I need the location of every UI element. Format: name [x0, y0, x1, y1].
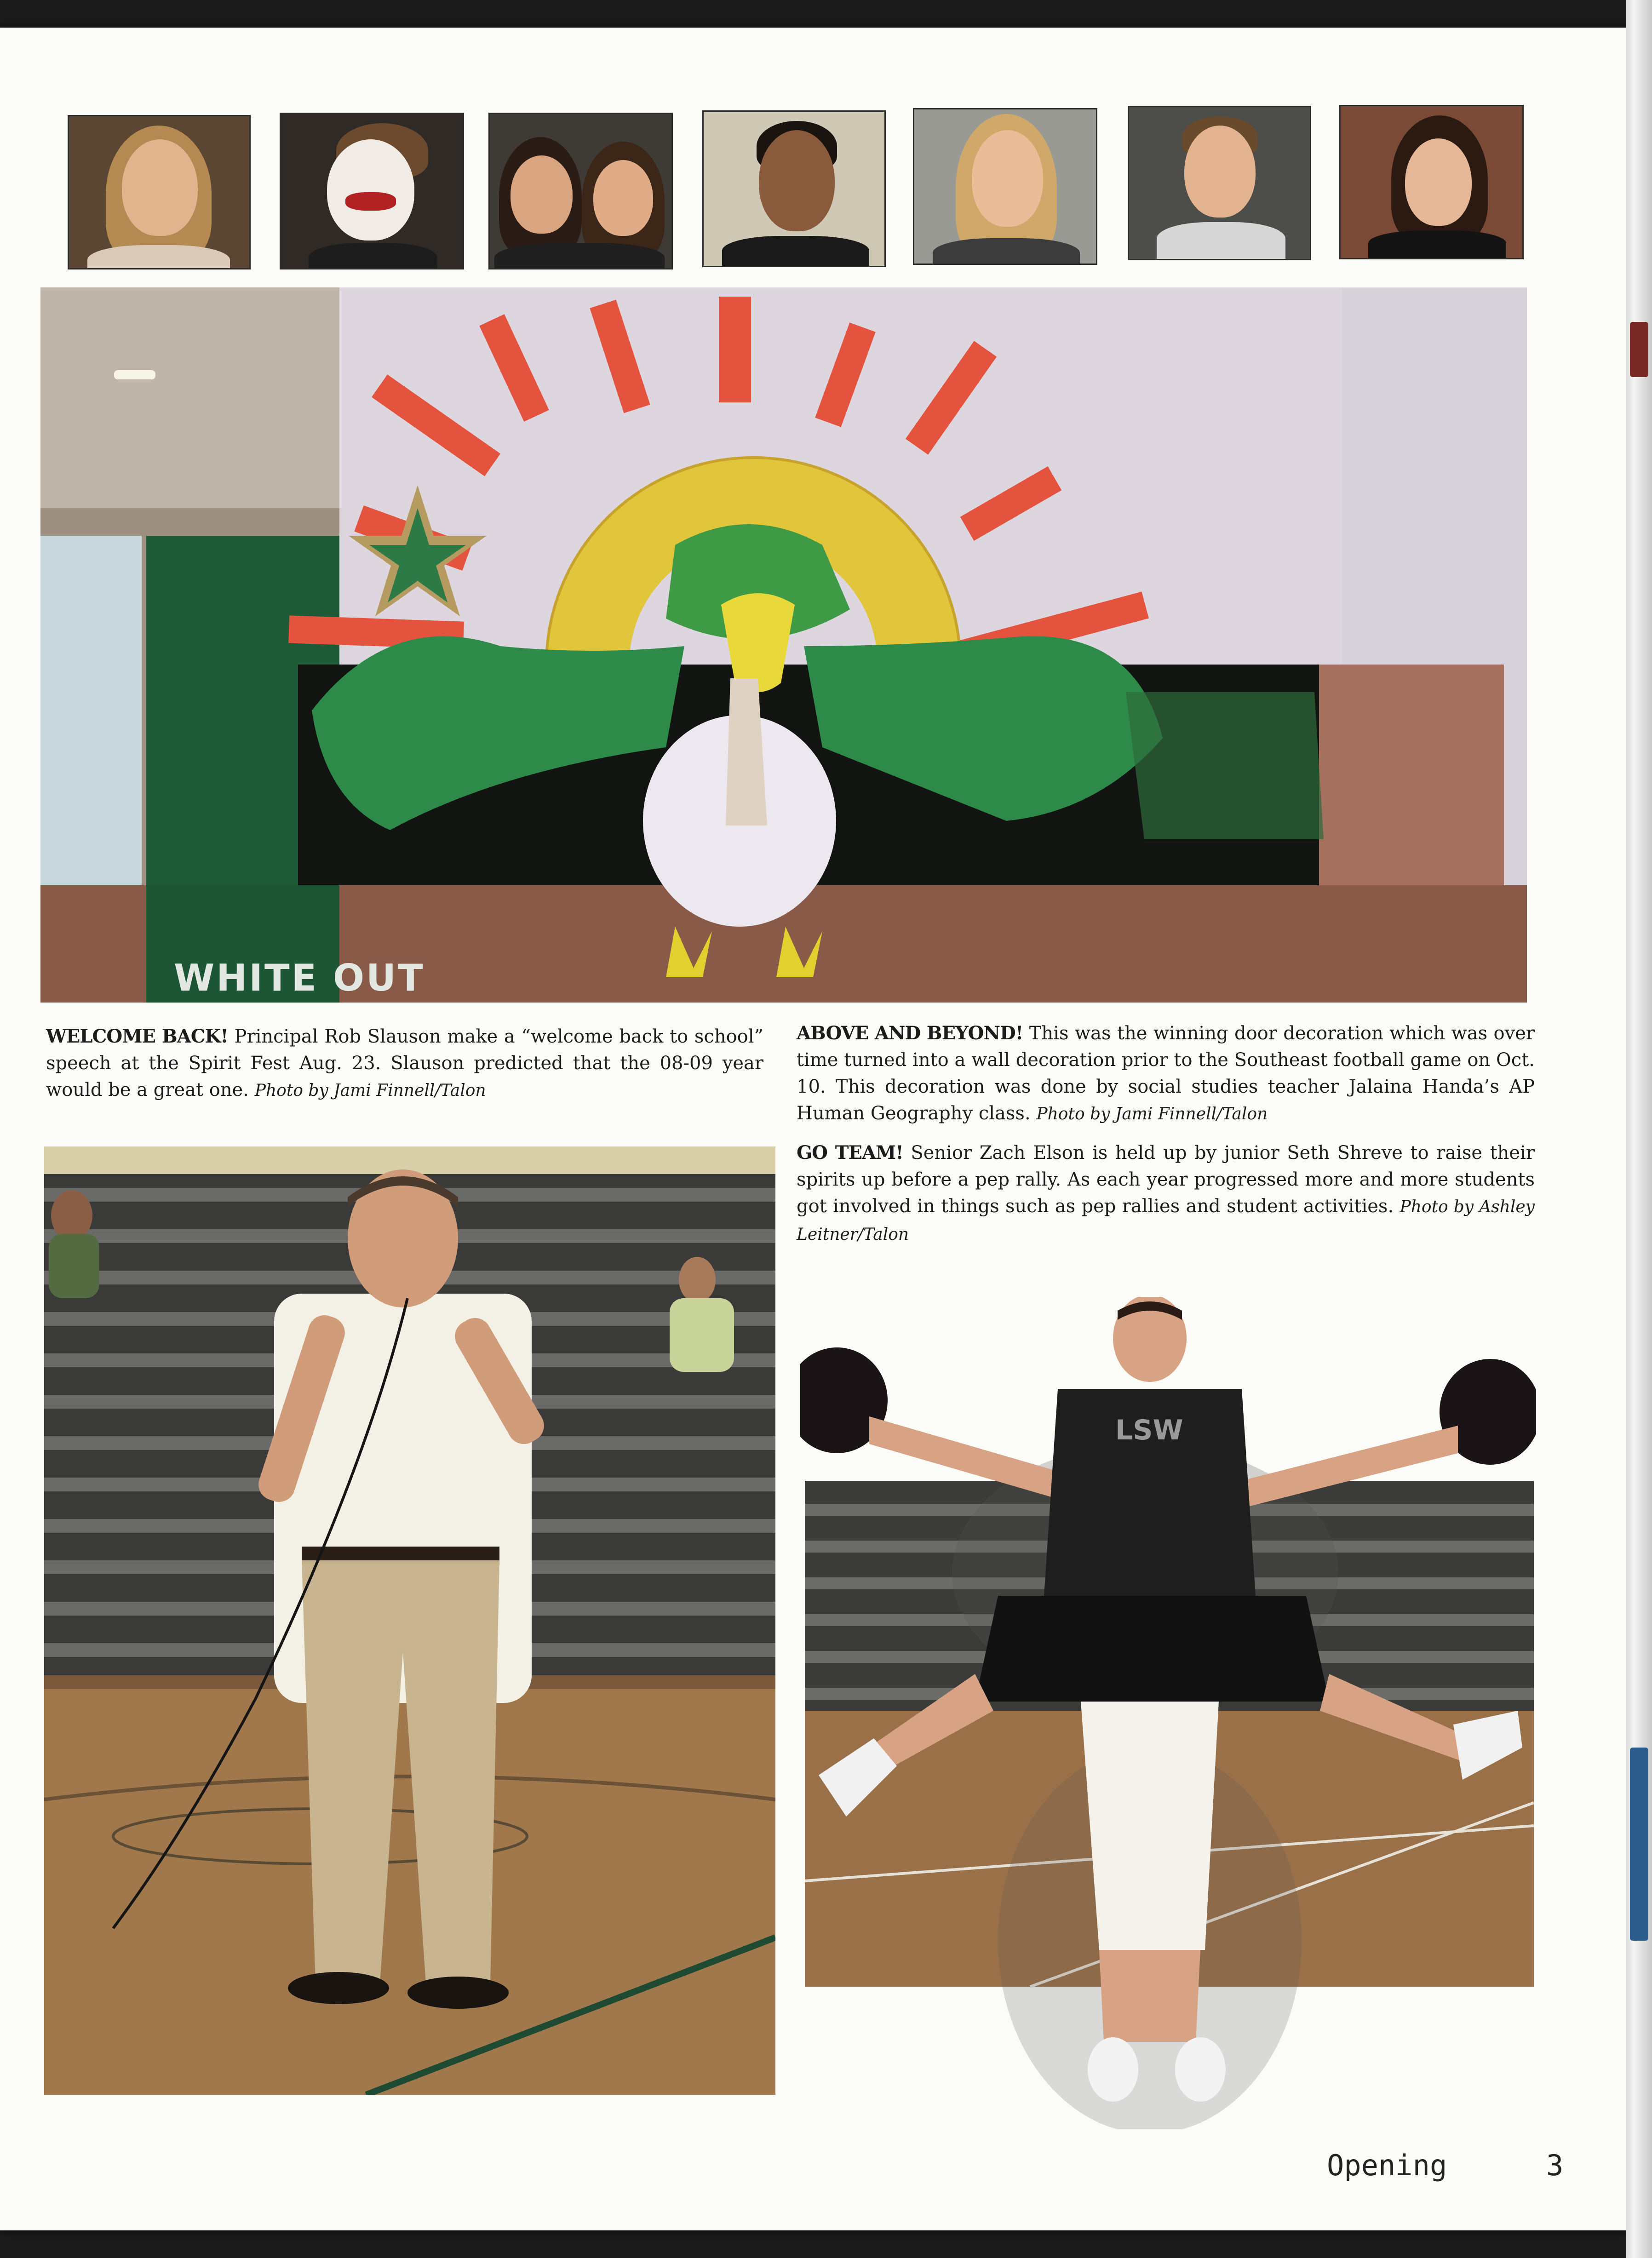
- edge-tab-red: [1630, 322, 1648, 377]
- photo-principal-speech: [44, 1146, 775, 2095]
- caption-welcome-back: [46, 1023, 763, 1104]
- caption-above-text: This was the winning door decoration which was over time turned into a wall decoration prior to the Southeast football game on Oct. 10. This decoration was done by social studies teacher Jalaina Handa’s AP Human Geography class.: [797, 1023, 1535, 1124]
- caption-goteam-credit: Photo by Ashley Leitner/Talon: [797, 1198, 1535, 1244]
- caption-above-beyond: [797, 1020, 1535, 1128]
- portrait-thumb-7: [1339, 105, 1524, 259]
- caption-welcome-text: Principal Rob Slauson make a “welcome back to school” speech at the Spirit Fest Aug. 23. Slauson predicted that the 08-09 year would be a great one.: [46, 1026, 763, 1100]
- caption-above-credit: Photo by Jami Finnell/Talon: [1036, 1105, 1268, 1123]
- edge-tab-blue: [1630, 1748, 1648, 1941]
- shirt-print: LSW: [1115, 1414, 1183, 1446]
- page-edge-strip: [1626, 0, 1652, 2258]
- caption-welcome-credit: Photo by Jami Finnell/Talon: [254, 1081, 486, 1100]
- footer-page-number: 3: [1546, 2149, 1564, 2182]
- yearbook-page: [0, 28, 1628, 2230]
- portrait-thumb-4: [702, 110, 886, 267]
- photo-pep-rally-lift: [800, 1297, 1536, 2129]
- whiteout-sign: WHITE OUT: [174, 957, 425, 999]
- photo-eagle-decoration: [40, 287, 1527, 1003]
- portrait-thumb-5: [913, 108, 1097, 265]
- portrait-thumb-2: [280, 113, 464, 269]
- footer-section-label: Opening: [1327, 2149, 1447, 2182]
- caption-goteam-text: Senior Zach Elson is held up by junior Seth Shreve to raise their spirits up before a pep rally. As each year progressed more and more students got involved in things such as pep rallies and student activities.: [797, 1142, 1535, 1217]
- caption-goteam-lead: GO TEAM!: [797, 1142, 903, 1163]
- caption-go-team: [797, 1140, 1535, 1248]
- portrait-thumb-3: [488, 113, 673, 269]
- portrait-thumb-6: [1128, 106, 1311, 260]
- caption-above-lead: ABOVE AND BEYOND!: [797, 1022, 1023, 1044]
- portrait-thumb-1: [68, 115, 251, 269]
- caption-welcome-lead: WELCOME BACK!: [46, 1026, 228, 1047]
